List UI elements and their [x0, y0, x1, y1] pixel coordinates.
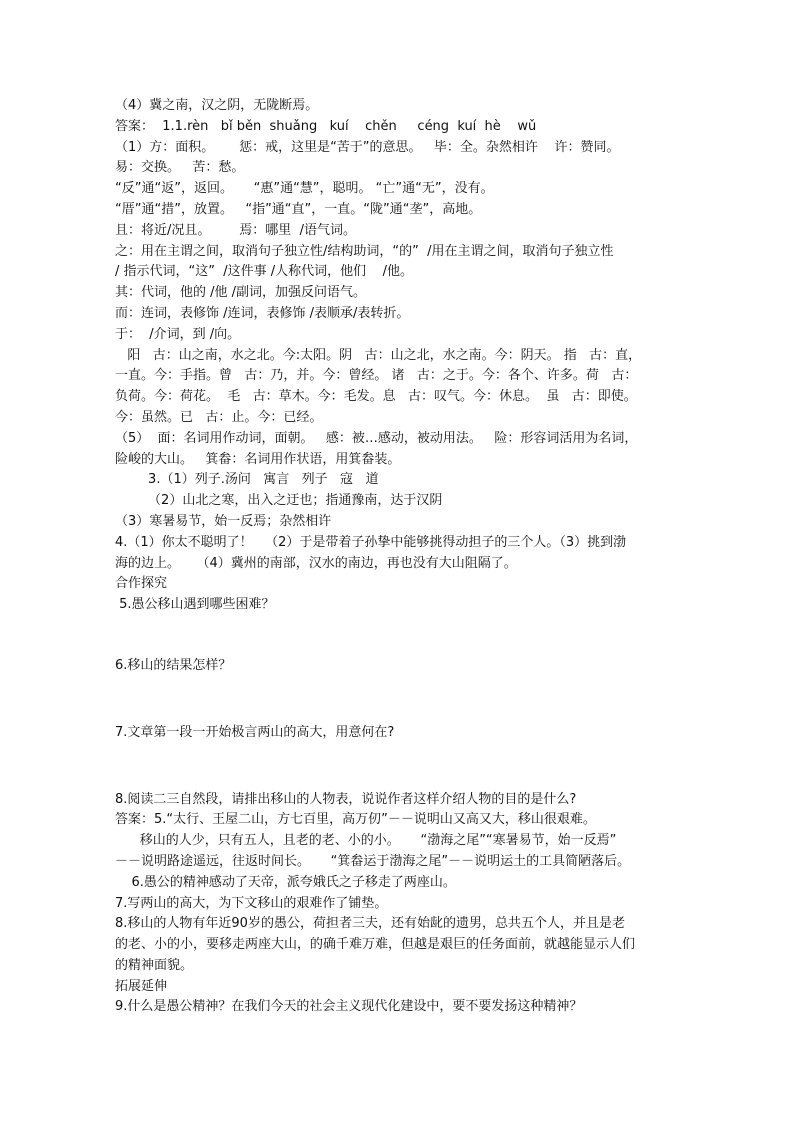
text-line: （1）方：面积。 惩：戒，这里是“苦于”的意思。 毕：全。杂然相许 许：赞同。 [115, 139, 620, 155]
answer-line: 的精神面貌。 [115, 957, 194, 973]
document-page [115, 96, 685, 1018]
text-line: （4）冀之南，汉之阴，无陇断焉。 [115, 98, 319, 113]
answer-line: 6.愚公的精神感动了天帝，派夸娥氏之子移走了两座山。 [115, 874, 456, 890]
answer-line: 的老、小的小，要移走两座大山，的确千难万难，但越是艰巨的任务面前，就越能显示人们 [115, 937, 636, 953]
text-line: 负荷。今：荷花。 毛 古：草木。今：毛发。息 古：叹气。今：休息。 虽 古：即使。 [115, 389, 637, 405]
answer-line: 7.写两山的高大，为下文移山的艰难作了铺垫。 [115, 895, 388, 911]
section-heading: 合作探究 [115, 576, 168, 592]
text-line: 海的边上。 （4）冀州的南部，汉水的南边，再也没有大山阻隔了。 [115, 555, 517, 571]
section-heading: 拓展延伸 [115, 978, 168, 994]
text-line: 而：连词，表修饰 /连词，表修饰 /表顺承/表转折。 [115, 305, 410, 321]
question-9: 9.什么是愚公精神？在我们今天的社会主义现代化建设中，要不要发扬这种精神？ [115, 999, 583, 1015]
text-line: （3）寒暑易节，始一反焉；杂然相许 [115, 513, 332, 529]
question-6: 6.移山的结果怎样？ [115, 657, 232, 673]
question-7: 7.文章第一段一开始极言两山的高大，用意何在? [115, 724, 395, 740]
text-line: 3.（1）列子.汤问 寓言 列子 寇 道 [115, 472, 379, 488]
answer-line: 答案：5.“太行、王屋二山，方七百里，高万仞”－－说明山又高又大，移山很艰难。 [115, 812, 596, 828]
text-line: “厝”通“措”，放置。 “指”通“直”，一直。“陇”通“垄”，高地。 [115, 201, 482, 217]
answer-line: 8.移山的人物有年近90岁的愚公，荷担者三夫，还有始龀的遗男，总共五个人，并且是老 [115, 916, 625, 932]
text-line: 于： /介词，到 /向。 [115, 326, 241, 342]
text-line: 且：将近/况且。 焉：哪里 /语气词。 [115, 222, 356, 238]
question-5: 5.愚公移山遇到哪些困难？ [115, 597, 275, 613]
text-line: 4.（1）你太不聪明了！ （2）于是带着子孙挚中能够挑得动担子的三个人。（3）挑到渤 [115, 534, 627, 550]
pinyin-answer-line: 答案： 1.1.rèn bǐ běn shuǎng kuí chěn céng kuí hè wǔ [115, 118, 537, 134]
question-8: 8.阅读二三自然段，请排出移山的人物表，说说作者这样介绍人物的目的是什么? [115, 791, 577, 807]
answer-line: 移山的人少，只有五人，且老的老、小的小。 “渤海之尾”“寒暑易节，始一反焉” [115, 833, 617, 849]
text-line: 一直。今：手指。曾 古：乃，并。今：曾经。 诸 古：之于。今：各个、许多。荷 古： [115, 368, 638, 384]
text-line: / 指示代词，“这” /这件事 /人称代词，他们 /他。 [115, 264, 414, 280]
text-line: （5） 面：名词用作动词，面朝。 感：被…感动，被动用法。 险：形容词活用为名词， [115, 430, 638, 446]
text-line: 之：用在主谓之间，取消句子独立性/结构助词，“的” /用在主谓之间，取消句子独立性 [115, 243, 614, 259]
text-line: 阳 古：山之南，水之北。今:太阳。阴 古：山之北，水之南。今：阴天。 指 古：直， [115, 347, 642, 363]
text-line: “反”通“返”，返回。 “惠”通“慧”，聪明。 “亡”通“无”，没有。 [115, 181, 494, 197]
text-line: 今：虽然。已 古：止。今：已经。 [115, 409, 323, 425]
text-line: 其：代词，他的 /他 /副词，加强反问语气。 [115, 285, 367, 301]
text-line: 险峻的大山。 箕畚：名词用作状语，用箕畚装。 [115, 451, 401, 467]
answer-line: －－说明路途遥远，往返时间长。 “箕畚运于渤海之尾”－－说明运土的工具简陋落后。 [115, 853, 631, 869]
text-line: （2）山北之寒，出入之迂也；指通豫南，达于汉阴 [115, 493, 443, 509]
text-line: 易：交换。 苦：愁。 [115, 160, 245, 176]
